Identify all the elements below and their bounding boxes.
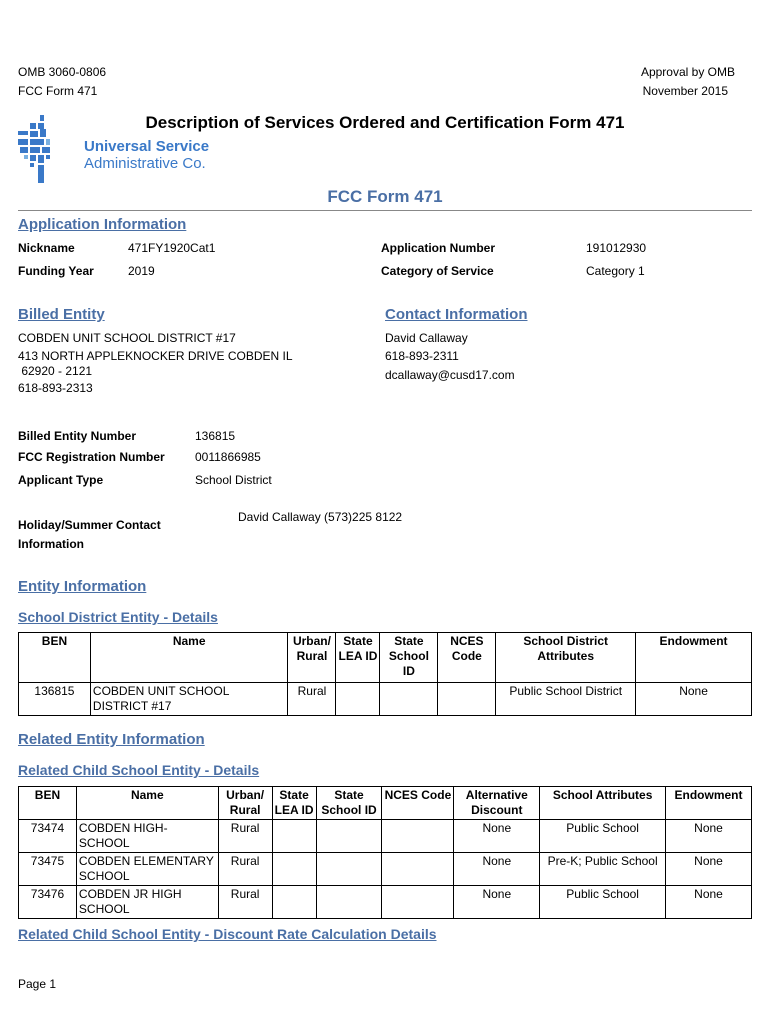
applicant-type-label: Applicant Type [18, 473, 104, 487]
col-urban-rural: Urban/ Rural [288, 633, 336, 683]
cell-urban-rural: Rural [288, 683, 336, 716]
related-child-table [18, 786, 752, 919]
cell-name: COBDEN ELEMENTARY SCHOOL [76, 853, 218, 886]
cell-attributes: Public School [540, 820, 666, 853]
nickname-value: 471FY1920Cat1 [128, 241, 216, 255]
logo-line-1: Universal Service [84, 138, 210, 155]
billed-phone: 618-893-2313 [18, 381, 93, 395]
col-state-school-id: State School ID [316, 787, 382, 820]
logo-line-2: Administrative Co. [84, 155, 206, 172]
contact-name: David Callaway [385, 331, 468, 345]
cell-attributes: Public School [540, 886, 666, 919]
billed-entity-heading: Billed Entity [18, 306, 105, 323]
cell-alt-discount: None [454, 886, 540, 919]
cell-urban-rural: Rural [218, 820, 272, 853]
cell-ben: 136815 [19, 683, 91, 716]
cell-attributes: Public School District [496, 683, 636, 716]
col-name: Name [90, 633, 288, 683]
billed-zip: 62920 - 2121 [18, 364, 93, 378]
funding-year-value: 2019 [128, 264, 155, 278]
application-heading: Application Information [18, 216, 187, 233]
omb-number: OMB 3060-0806 [18, 65, 107, 79]
page-title: Description of Services Ordered and Certification Form 471 [145, 113, 625, 132]
cell-ben: 73475 [19, 853, 77, 886]
form-number: FCC Form 471 [18, 84, 98, 98]
cell-endowment: None [636, 683, 752, 716]
holiday-label-2: Information [18, 537, 84, 551]
entity-heading: Entity Information [18, 578, 147, 595]
page-number: Page 1 [18, 977, 57, 991]
col-ben: BEN [19, 633, 91, 683]
school-district-table [18, 632, 752, 716]
contact-phone: 618-893-2311 [385, 349, 459, 363]
col-district-attributes: School District Attributes [496, 633, 636, 683]
col-endowment: Endowment [666, 787, 752, 820]
cell-endowment: None [666, 853, 752, 886]
table-row [19, 683, 752, 716]
col-nces-code: NCES Code [438, 633, 496, 683]
table-row [19, 886, 752, 919]
ben-label: Billed Entity Number [18, 429, 137, 443]
col-ben: BEN [19, 787, 77, 820]
divider [18, 210, 752, 211]
discount-rate-heading: Related Child School Entity - Discount Rate Calculation Details [18, 926, 437, 942]
cell-urban-rural: Rural [218, 853, 272, 886]
cell-attributes: Pre-K; Public School [540, 853, 666, 886]
cell-name: COBDEN UNIT SCHOOL DISTRICT #17 [90, 683, 288, 716]
nickname-label: Nickname [18, 241, 75, 255]
applicant-type-value: School District [195, 473, 272, 487]
col-alternative-discount: Alternative Discount [454, 787, 540, 820]
col-state-lea-id: State LEA ID [336, 633, 380, 683]
table-row [19, 820, 752, 853]
fcc-reg-value: 0011866985 [195, 450, 261, 464]
page-subtitle: FCC Form 471 [327, 187, 443, 206]
holiday-value: David Callaway (573)225 8122 [238, 510, 403, 524]
cell-name: COBDEN JR HIGH SCHOOL [76, 886, 218, 919]
category-label: Category of Service [381, 264, 494, 278]
related-child-details-heading: Related Child School Entity - Details [18, 762, 260, 778]
cell-ben: 73474 [19, 820, 77, 853]
cell-urban-rural: Rural [218, 886, 272, 919]
cell-lea [336, 683, 380, 716]
fcc-reg-label: FCC Registration Number [18, 450, 165, 464]
approval-label: Approval by OMB [640, 65, 735, 79]
ben-value: 136815 [195, 429, 236, 443]
cell-ben: 73476 [19, 886, 77, 919]
funding-year-label: Funding Year [18, 264, 94, 278]
cell-endowment: None [666, 820, 752, 853]
col-nces-code: NCES Code [382, 787, 454, 820]
related-entity-heading: Related Entity Information [18, 731, 205, 748]
cell-alt-discount: None [454, 820, 540, 853]
table-row [19, 853, 752, 886]
col-state-lea-id: State LEA ID [272, 787, 316, 820]
col-urban-rural: Urban/ Rural [218, 787, 272, 820]
col-name: Name [76, 787, 218, 820]
cell-school-id [380, 683, 438, 716]
category-value: Category 1 [586, 264, 645, 278]
holiday-label-1: Holiday/Summer Contact [18, 518, 161, 532]
contact-heading: Contact Information [385, 306, 528, 323]
col-endowment: Endowment [636, 633, 752, 683]
billed-name: COBDEN UNIT SCHOOL DISTRICT #17 [18, 331, 236, 345]
school-district-details-heading: School District Entity - Details [18, 609, 218, 625]
col-state-school-id: State School ID [380, 633, 438, 683]
cell-nces [438, 683, 496, 716]
billed-address: 413 NORTH APPLEKNOCKER DRIVE COBDEN IL [18, 349, 293, 363]
application-number-value: 191012930 [586, 241, 647, 255]
col-school-attributes: School Attributes [540, 787, 666, 820]
approval-date: November 2015 [642, 84, 728, 98]
application-number-label: Application Number [381, 241, 496, 255]
cell-endowment: None [666, 886, 752, 919]
cell-alt-discount: None [454, 853, 540, 886]
cell-name: COBDEN HIGH-SCHOOL [76, 820, 218, 853]
contact-email: dcallaway@cusd17.com [385, 368, 515, 382]
